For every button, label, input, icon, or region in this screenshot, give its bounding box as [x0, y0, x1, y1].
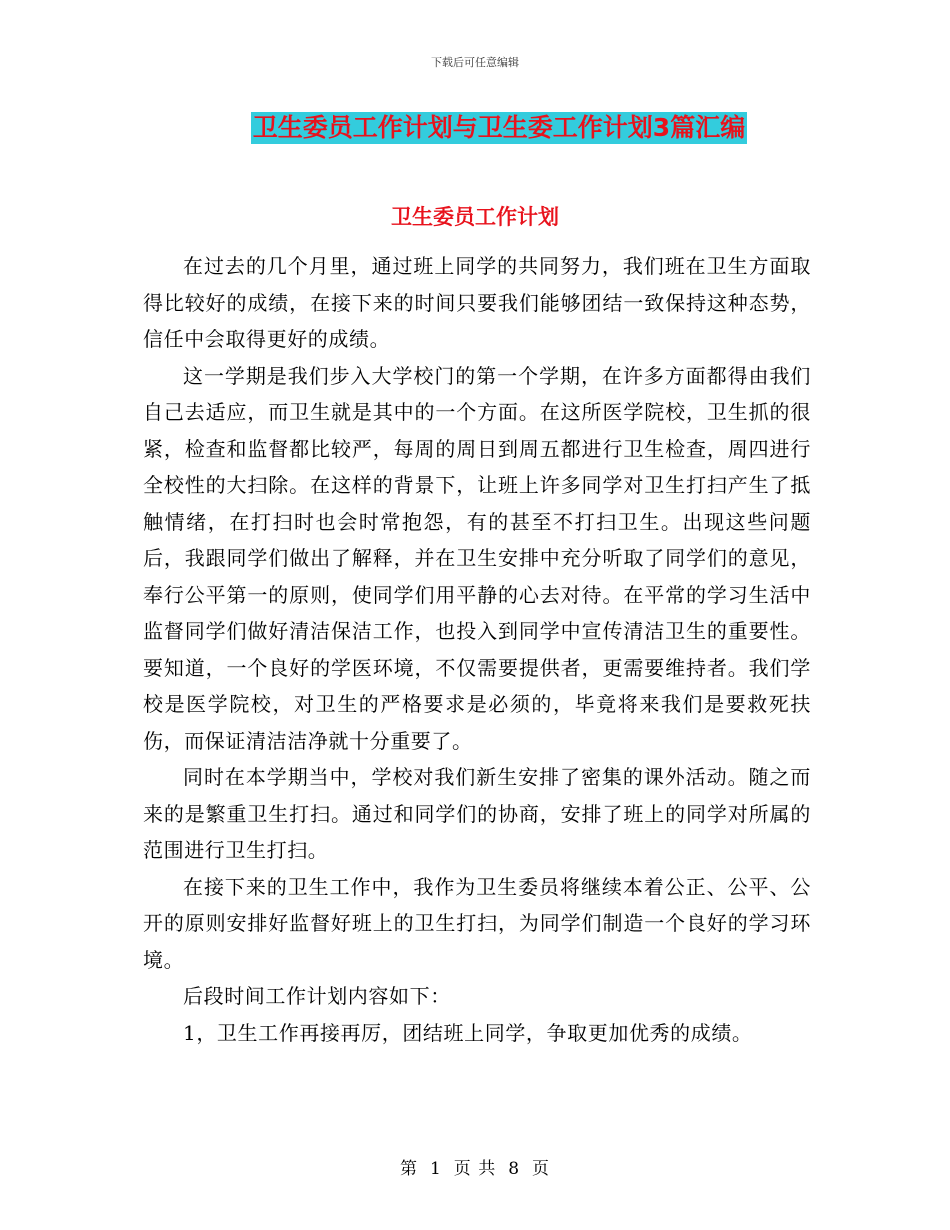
paragraph: 同时在本学期当中，学校对我们新生安排了密集的课外活动。随之而来的是繁重卫生打扫。通过和同学们的协商，安排了班上的同学对所属的范围进行卫生打扫。	[143, 765, 811, 862]
paragraph: 后段时间工作计划内容如下：	[183, 984, 451, 1008]
page-label-prefix: 第	[399, 1159, 418, 1179]
page-label-mid: 页 共	[453, 1159, 497, 1179]
main-title: 卫生委员工作计划与卫生委工作计划3篇汇编	[252, 113, 746, 142]
header-note: 下载后可任意编辑	[431, 56, 519, 69]
paragraph: 在过去的几个月里，通过班上同学的共同努力，我们班在卫生方面取得比较好的成绩，在接下来的时间只要我们能够团结一致保持这种态势，信任中会取得更好的成绩。	[143, 254, 811, 351]
page-number: 1	[429, 1159, 442, 1179]
page-footer	[0, 1154, 950, 1179]
paragraph: 在接下来的卫生工作中，我作为卫生委员将继续本着公正、公平、公开的原则安排好监督好班上的卫生打扫，为同学们制造一个良好的学习环境。	[143, 874, 811, 972]
page-label-suffix: 页	[532, 1159, 551, 1179]
total-pages: 8	[508, 1159, 521, 1179]
paragraph: 这一学期是我们步入大学校门的第一个学期，在许多方面都得由我们自己去适应，而卫生就是其中的一个方面。在这所医学院校，卫生抓的很紧，检查和监督都比较严，每周的周日到周五都进行卫生检查，周四进行全校性的大扫除。在这样的背景下，让班上许多同学对卫生打扫产生了抵触情绪，在打扫时也会时常抱怨，有的甚至不打扫卫生。出现这些问题后，我跟同学们做出了解释，并在卫生安排中充分听取了同学们的意见，奉行公平第一的原则，使同学们用平静的心去对待。在平常的学习生活中监督同学们做好清洁保洁工作，也投入到同学中宣传清洁卫生的重要性。要知道，一个良好的学医环境，不仅需要提供者，更需要维持者。我们学校是医学院校，对卫生的严格要求是必须的，毕竟将来我们是要救死扶伤，而保证清洁洁净就十分重要了。	[143, 363, 811, 753]
main-title-container	[0, 112, 950, 144]
body-text	[143, 248, 811, 1051]
paragraph: 1，卫生工作再接再厉，团结班上同学，争取更加优秀的成绩。	[183, 1020, 753, 1045]
section-title: 卫生委员工作计划	[391, 205, 559, 229]
